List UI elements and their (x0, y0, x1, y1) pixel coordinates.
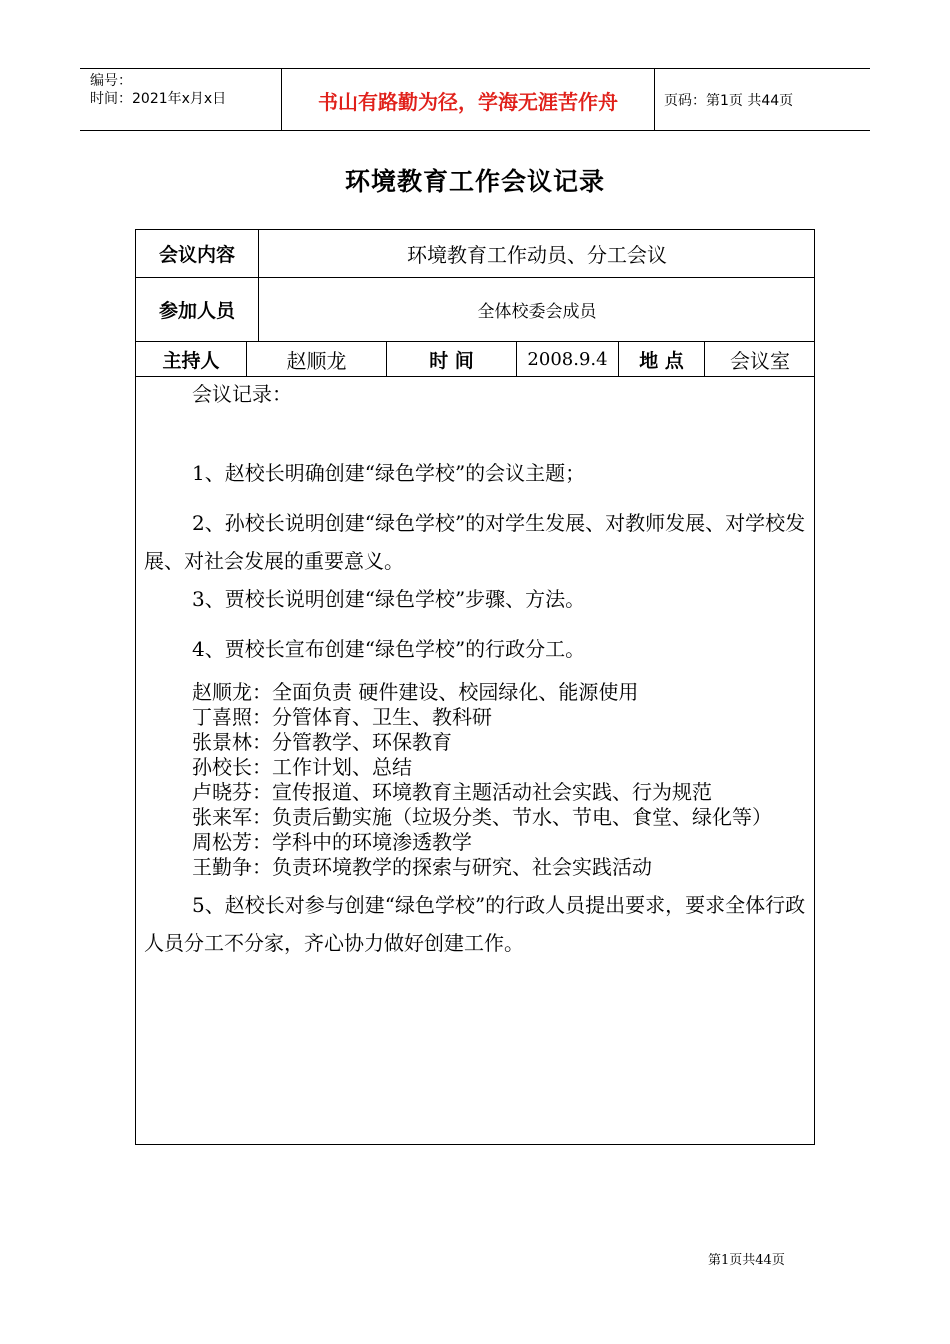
document-time-label: 时间：2021年x月x日 (90, 91, 227, 107)
meeting-content-value: 环境教育工作动员、分工会议 (407, 243, 667, 267)
time-label: 时 间 (429, 349, 474, 372)
assignment-list (144, 680, 808, 880)
record-item-2: 2、孙校长说明创建“绿色学校”的对学生发展、对教师发展、对学校发展、对社会发展的重要意义。 (144, 511, 806, 573)
host-value: 赵顺龙 (286, 348, 347, 373)
assignment-item: 赵顺龙：全面负责 硬件建设、校园绿化、能源使用 (192, 680, 639, 704)
assignment-item: 王勤争：负责环境教学的探索与研究、社会实践活动 (192, 855, 652, 879)
meeting-record-body (136, 377, 814, 1144)
record-item-3: 3、贾校长说明创建“绿色学校”步骤、方法。 (192, 587, 586, 611)
place-label: 地 点 (639, 349, 684, 372)
record-item-5: 5、赵校长对参与创建“绿色学校”的行政人员提出要求，要求全体行政人员分工不分家，齐心协力做好创建工作。 (144, 893, 806, 955)
assignment-item: 丁喜照：分管体育、卫生、教科研 (192, 705, 492, 729)
assignment-item: 孙校长：工作计划、总结 (192, 755, 412, 779)
meeting-record-table (135, 229, 815, 1145)
document-number-label: 编号： (90, 73, 132, 89)
assignment-item: 张景林：分管教学、环保教育 (192, 730, 452, 754)
host-label: 主持人 (162, 349, 220, 372)
document-title: 环境教育工作会议记录 (344, 167, 605, 196)
header-motto: 书山有路勤为径，学海无涯苦作舟 (318, 90, 618, 114)
record-item-4: 4、贾校长宣布创建“绿色学校”的行政分工。 (192, 637, 586, 661)
record-heading: 会议记录： (192, 382, 292, 406)
assignment-item: 卢晓芬：宣传报道、环境教育主题活动社会实践、行为规范 (192, 780, 712, 804)
record-item-1: 1、赵校长明确创建“绿色学校”的会议主题； (192, 461, 586, 485)
attendees-label: 参加人员 (158, 300, 235, 322)
header-divider (654, 69, 655, 130)
header-page-info: 页码：第1页 共44页 (664, 93, 794, 109)
assignment-item: 周松芳：学科中的环境渗透教学 (192, 830, 472, 854)
place-value: 会议室 (730, 348, 790, 373)
time-value: 2008.9.4 (527, 348, 608, 370)
attendees-value: 全体校委会成员 (477, 302, 597, 322)
footer-page-info: 第1页共44页 (708, 1253, 785, 1268)
meeting-content-label: 会议内容 (158, 244, 235, 266)
page-header (80, 68, 870, 131)
assignment-item: 张来军：负责后勤实施（垃圾分类、节水、节电、食堂、绿化等） (192, 805, 772, 829)
